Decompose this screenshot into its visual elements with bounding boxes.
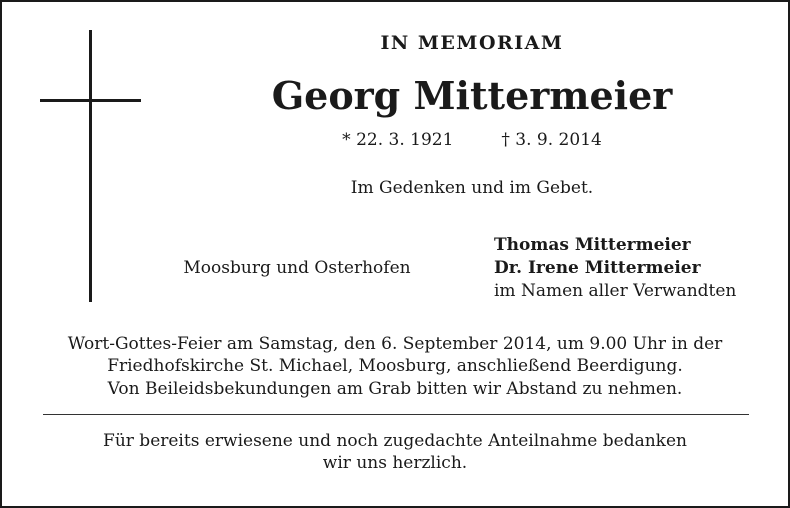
service-info <box>32 333 758 377</box>
memoriam-heading: IN MEMORIAM <box>380 32 564 54</box>
death-date: † 3. 9. 2014 <box>501 130 602 150</box>
deceased-name: Georg Mittermeier <box>271 73 673 118</box>
prayer-line: Im Gedenken und im Gebet. <box>350 178 594 198</box>
condolence-note: Von Beileidsbekundungen am Grab bitten wir Abstand zu nehmen. <box>107 379 683 399</box>
thanks-line: wir uns herzlich. <box>322 453 468 473</box>
signer-name: Thomas Mittermeier <box>494 235 691 255</box>
signer-name: Dr. Irene Mittermeier <box>494 258 701 278</box>
birth-date: * 22. 3. 1921 <box>342 130 454 150</box>
thanks-line: Für bereits erwiesene und noch zugedachte Anteilnahme bedanken <box>103 431 687 451</box>
divider <box>43 414 749 415</box>
signers-block <box>494 234 736 303</box>
life-dates <box>202 130 742 150</box>
thanks-text <box>32 430 758 474</box>
service-line: Wort-Gottes-Feier am Samstag, den 6. September 2014, um 9.00 Uhr in der <box>67 334 723 354</box>
service-line: Friedhofskirche St. Michael, Moosburg, anschließend Beerdigung. <box>107 356 683 376</box>
cross-vertical-bar <box>89 30 92 302</box>
place-line: Moosburg und Osterhofen <box>183 258 411 278</box>
cross-horizontal-bar <box>40 99 141 102</box>
signer-note: im Namen aller Verwandten <box>494 281 737 301</box>
